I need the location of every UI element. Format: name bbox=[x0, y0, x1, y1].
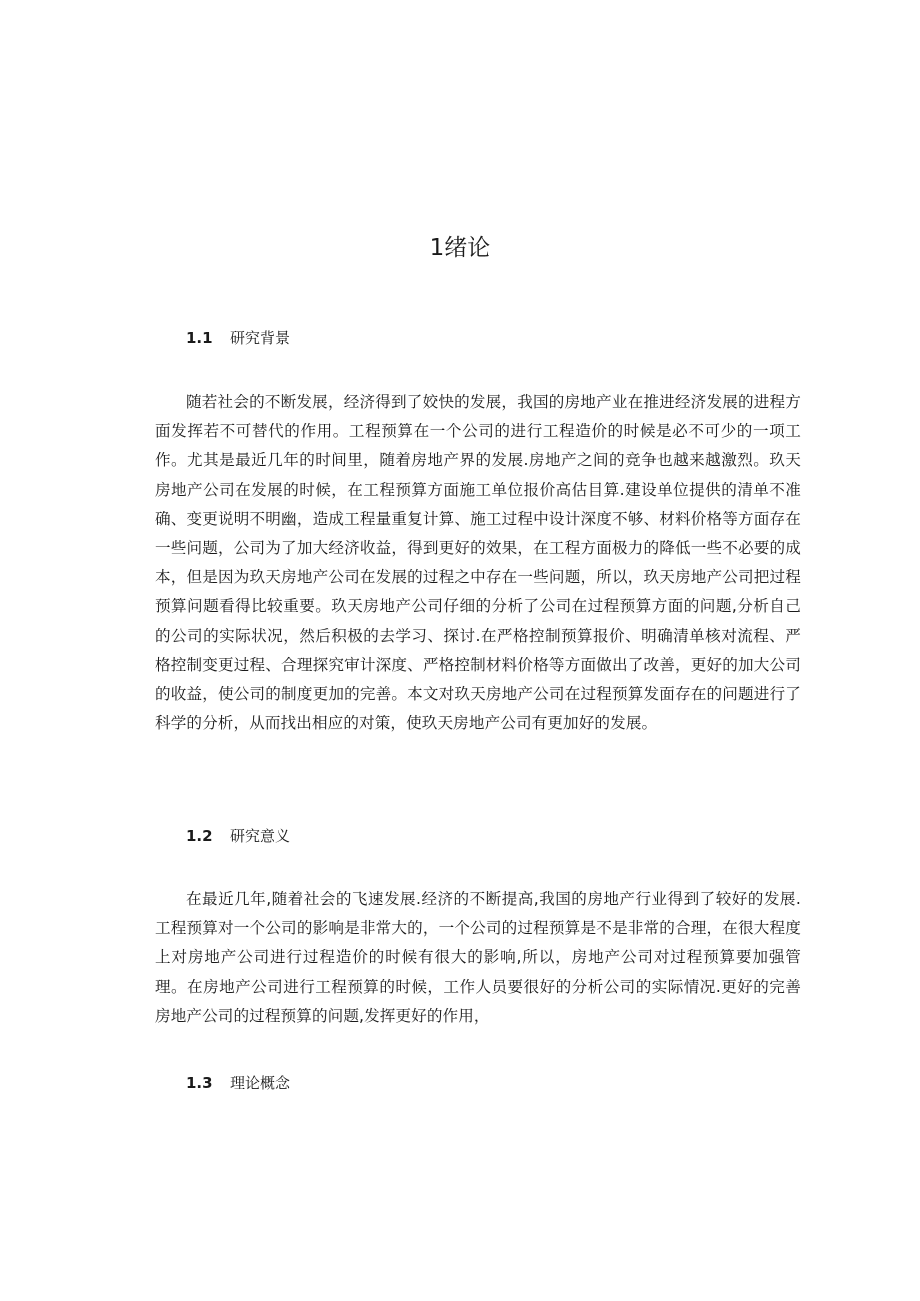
section-heading-1-2 bbox=[186, 825, 290, 847]
section-title: 理论概念 bbox=[230, 1074, 291, 1092]
section-paragraph-1-2: 在最近几年,随着社会的飞速发展.经济的不断提高,我国的房地产行业得到了较好的发展.工程预算对一个公司的影响是非常大的，一个公司的过程预算是不是非常的合理，在很大程度上对房地产公司进行过程造价的时候有很大的影响,所以，房地产公司对过程预算要加强管理。在房地产公司进行工程预算的时候，工作人员要很好的分析公司的实际情况.更好的完善房地产公司的过程预算的问题,发挥更好的作用， bbox=[155, 890, 801, 1025]
section-title: 研究背景 bbox=[230, 329, 291, 347]
section-paragraph-1-1: 随若社会的不断发展，经济得到了姣快的发展，我国的房地产业在推进经济发展的进程方面发挥若不可替代的作用。工程预算在一个公司的进行工程造价的时候是必不可少的一项工作。尤其是最近几年的时间里，随着房地产界的发展.房地产之间的竞争也越来越激烈。玖天房地产公司在发展的时候，在工程预算方面施工单位报价高估目算.建设单位提供的清单不准确、变更说明不明幽，造成工程量重复计算、施工过程中设计深度不够、材料价格等方面存在一些问题，公司为了加大经济收益，得到更好的效果，在工程方面极力的降低一些不必要的成本，但是因为玖天房地产公司在发展的过程之中存在一些问题，所以，玖天房地产公司把过程预算问题看得比较重要。玖天房地产公司仔细的分析了公司在过程预算方面的问题,分析自己的公司的实际状况，然后积极的去学习、探讨.在严格控制预算报价、明确清单核对流程、严格控制变更过程、合理探究审计深度、严格控制材料价格等方面做出了改善，更好的加大公司的收益，使公司的制度更加的完善。本文对玖天房地产公司在过程预算发面存在的问题进行了科学的分析，从而找出相应的对策，使玖天房地产公司有更加好的发展。 bbox=[155, 393, 801, 733]
section-heading-1-3 bbox=[186, 1072, 290, 1094]
section-number: 1.3 bbox=[186, 1074, 213, 1092]
chapter-title: 1绪论 bbox=[429, 235, 491, 261]
section-number: 1.1 bbox=[186, 329, 213, 347]
section-number: 1.2 bbox=[186, 827, 213, 845]
section-title: 研究意义 bbox=[230, 827, 291, 845]
section-heading-1-1 bbox=[186, 327, 290, 349]
